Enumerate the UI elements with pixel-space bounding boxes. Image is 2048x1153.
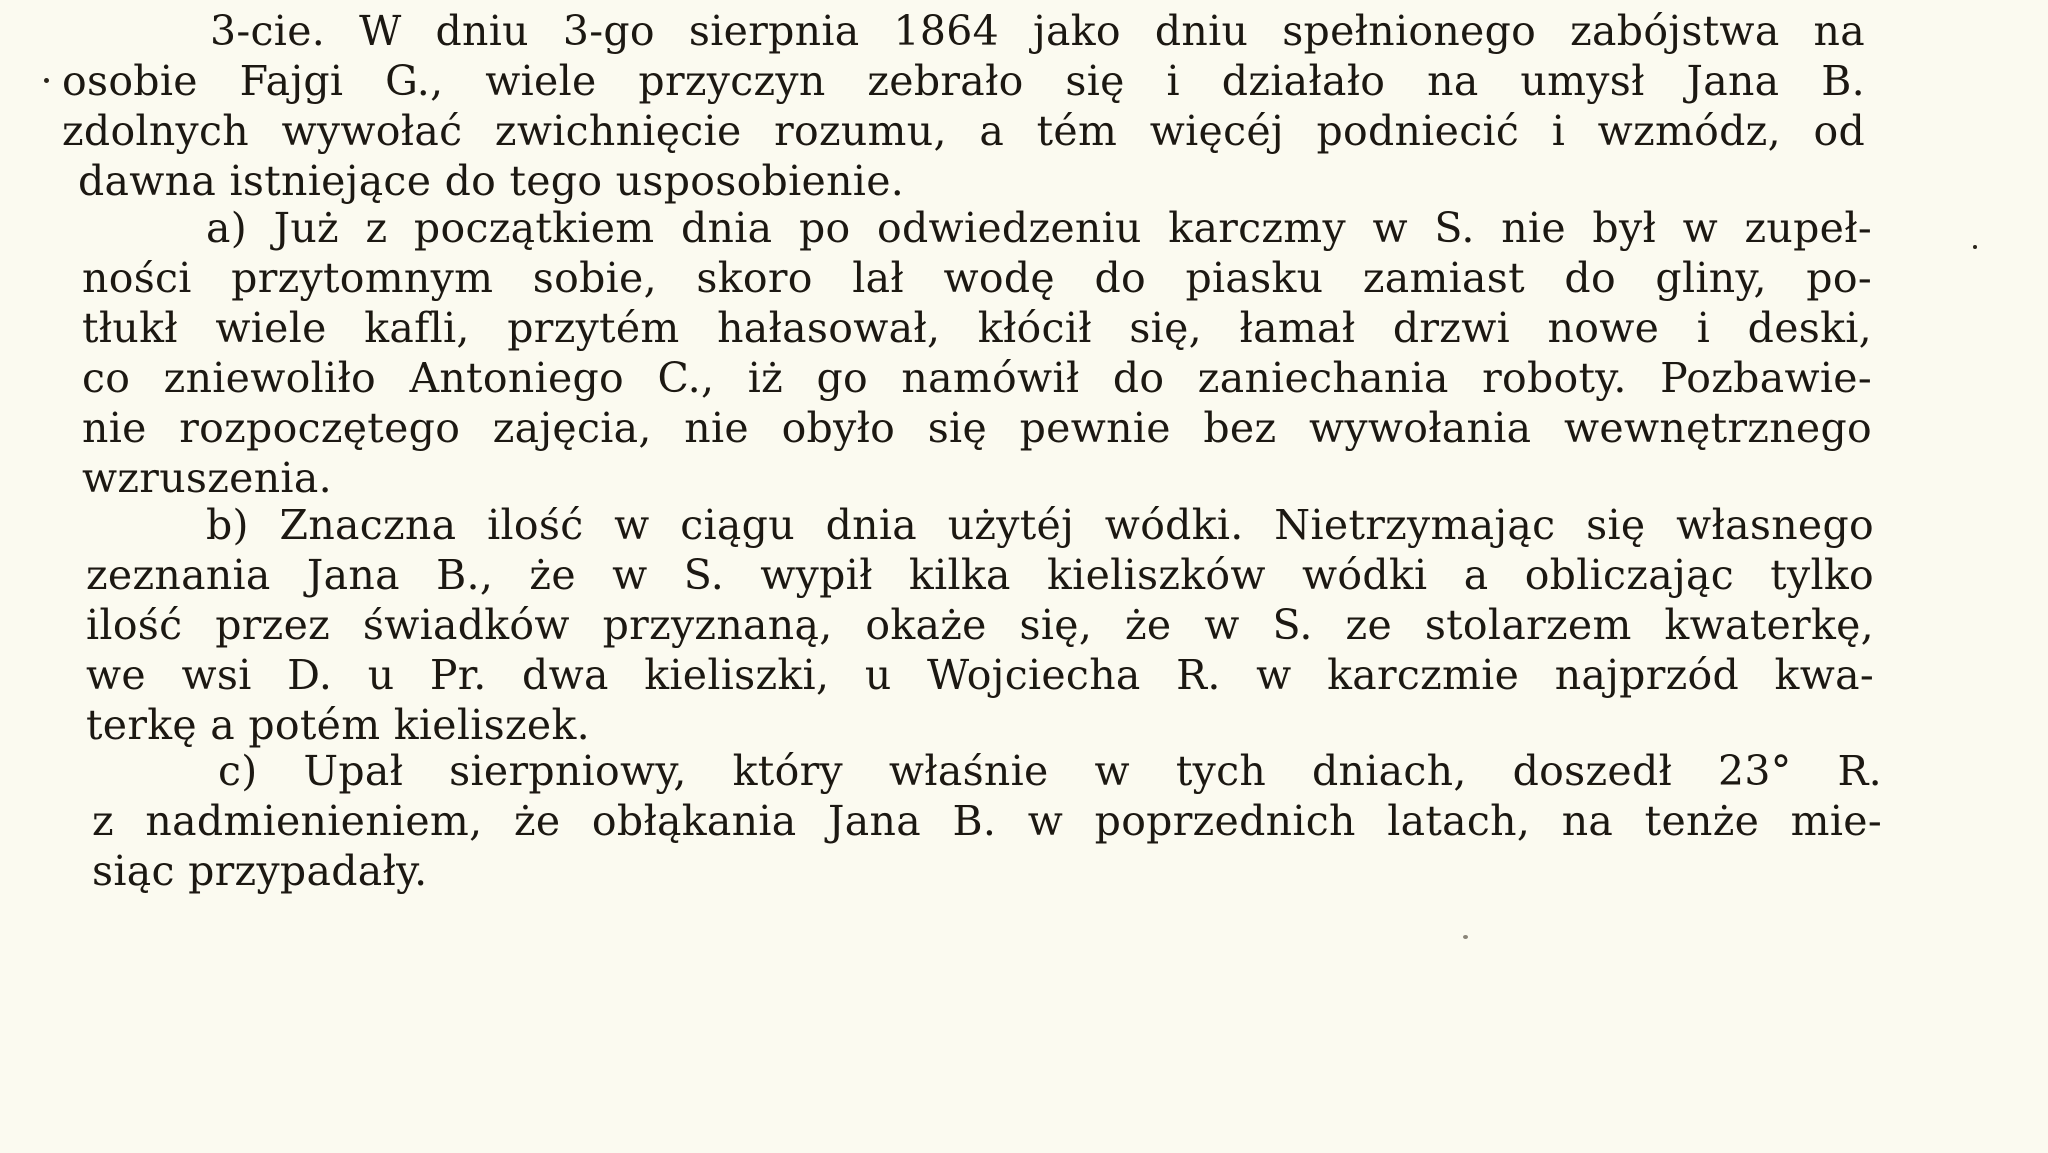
text-line: terkę a potém kieliszek. — [86, 701, 590, 749]
text-line: 3-cie. W dniu 3-go sierpnia 1864 jako dniu spełnionego zabójstwa na — [210, 7, 1865, 55]
text-line: co zniewoliło Antoniego C., iż go namówił do zaniechania roboty. Pozbawie- — [82, 354, 1872, 402]
text-line: siąc przypadały. — [92, 847, 428, 895]
text-line: a) Już z początkiem dnia po odwiedzeniu karczmy w S. nie był w zupeł- — [206, 204, 1872, 252]
text-line: nie rozpoczętego zajęcia, nie obyło się pewnie bez wywołania wewnętrznego — [82, 404, 1872, 452]
text-line: dawna istniejące do tego usposobienie. — [78, 157, 905, 205]
text-line: zdolnych wywołać zwichnięcie rozumu, a tém więcéj podniecić i wzmódz, od — [62, 107, 1865, 155]
text-line: wzruszenia. — [82, 454, 332, 502]
text-line: ności przytomnym sobie, skoro lał wodę do piasku zamiast do gliny, po- — [82, 254, 1872, 302]
text-line: z nadmienieniem, że obłąkania Jana B. w poprzednich latach, na tenże mie- — [92, 797, 1882, 845]
paper-speck — [1463, 935, 1468, 939]
text-line: ilość przez świadków przyznaną, okaże się, że w S. ze stolarzem kwaterkę, — [86, 601, 1874, 649]
text-line: b) Znaczna ilość w ciągu dnia użytéj wódki. Nietrzymając się własnego — [206, 501, 1874, 549]
text-line: c) Upał sierpniowy, który właśnie w tych dniach, doszedł 23° R. — [218, 747, 1882, 795]
paper-speck — [1973, 245, 1977, 249]
text-line: we wsi D. u Pr. dwa kieliszki, u Wojciecha R. w karczmie najprzód kwa- — [86, 651, 1874, 699]
text-line: osobie Fajgi G., wiele przyczyn zebrało się i działało na umysł Jana B. — [62, 57, 1865, 105]
text-line: tłukł wiele kafli, przytém hałasował, kłócił się, łamał drzwi nowe i deski, — [82, 304, 1872, 352]
paper-speck — [44, 78, 49, 83]
text-line: zeznania Jana B., że w S. wypił kilka kieliszków wódki a obliczając tylko — [86, 551, 1874, 599]
